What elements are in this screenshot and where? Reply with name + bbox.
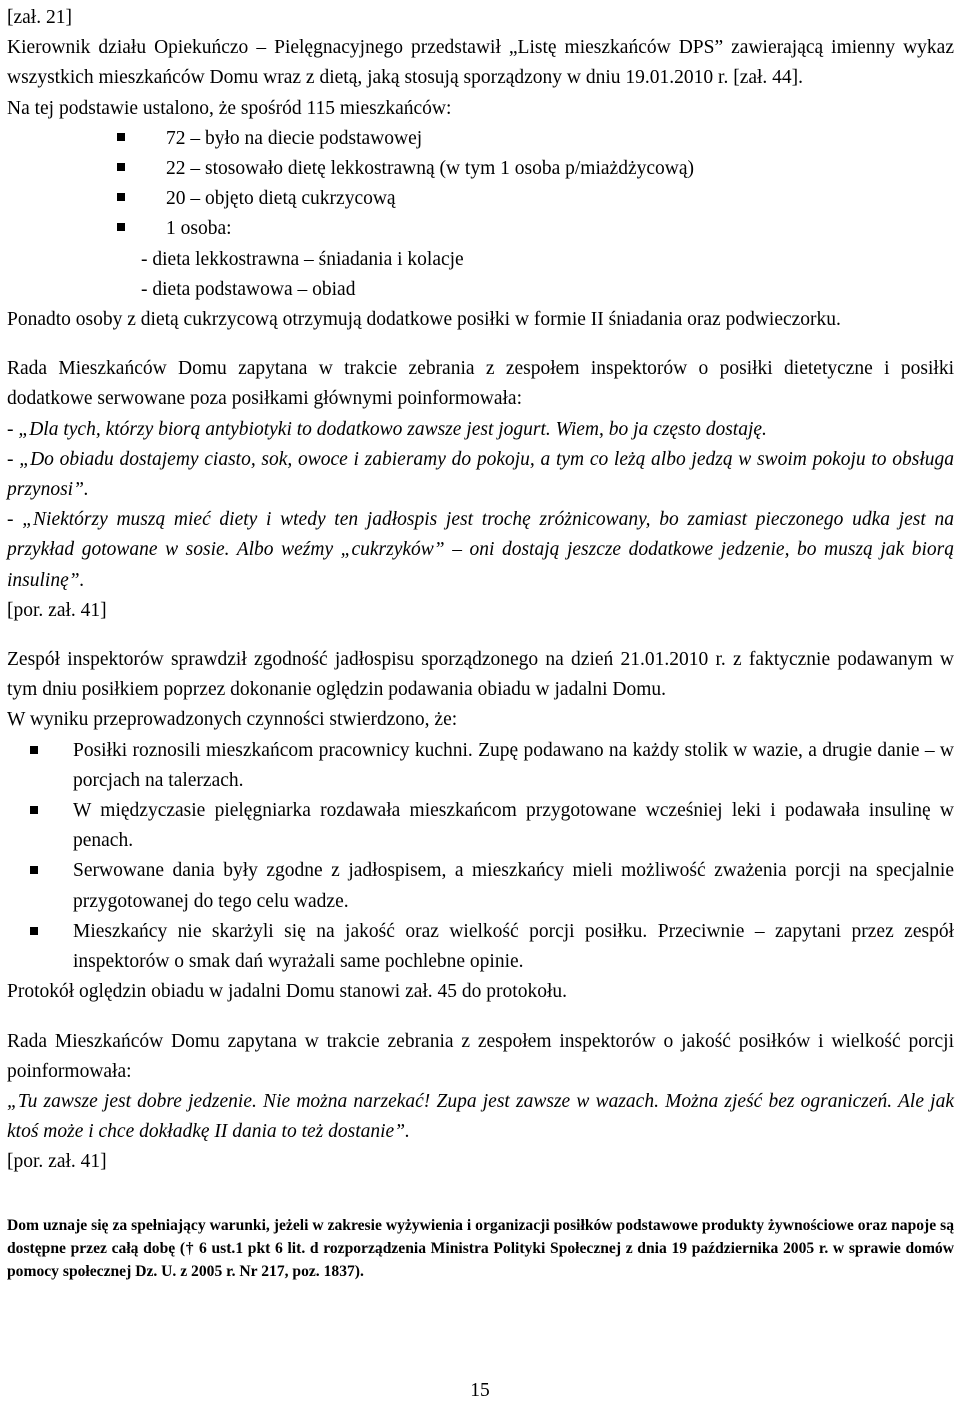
resident-quote: - „Dla tych, którzy biorą antybiotyki to dodatkowo zawsze jest jogurt. Wiem, bo ja często dostaję. bbox=[7, 418, 767, 440]
list-item: W międzyczasie pielęgniarka rozdawała mieszkańcom przygotowane wcześniej leki i podawała insulinę w penach. bbox=[7, 796, 954, 856]
square-bullet-icon bbox=[30, 927, 38, 935]
attachment-ref-41: [por. zał. 41] bbox=[7, 599, 107, 621]
findings-bullet-list bbox=[7, 736, 954, 978]
sub-item: - dieta podstawowa – obiad bbox=[141, 278, 356, 300]
list-item: Mieszkańcy nie skarżyli się na jakość oraz wielkość porcji posiłku. Przeciwnie – zapytani przez zespół inspektorów o smak dań wyrażali same pochlebne opinie. bbox=[7, 917, 954, 977]
resident-quote: „Tu zawsze jest dobre jedzenie. Nie można narzekać! Zupa jest zawsze w wazach. Można zjeść bez ograniczeń. Ale jak ktoś może i chce dokładkę II dania to też dostanie”. bbox=[7, 1090, 954, 1143]
quality-question-intro: Rada Mieszkańców Domu zapytana w trakcie zebrania z zespołem inspektorów o jakość posiłków i wielkość porcji poinformowała: bbox=[7, 1030, 954, 1082]
menu-check-intro: Zespół inspektorów sprawdził zgodność jadłospisu sporządzonego na dzień 21.01.2010 r. z faktycznie podawanym w tym dniu posiłkiem poprzez dokonanie oględzin podawania obiadu w jadalni Domu. bbox=[7, 649, 954, 701]
list-item: Posiłki roznosili mieszkańcom pracownicy kuchni. Zupę podawano na każdy stolik w wazie, a drugie danie – w porcjach na talerzach. bbox=[7, 736, 954, 796]
list-item: 20 – objęto dietą cukrzycową bbox=[7, 184, 954, 214]
square-bullet-icon bbox=[30, 746, 38, 754]
square-bullet-icon bbox=[117, 163, 125, 171]
sub-item: - dieta lekkostrawna – śniadania i kolacje bbox=[141, 248, 464, 270]
list-item: 72 – było na diecie podstawowej bbox=[7, 124, 954, 154]
square-bullet-icon bbox=[30, 806, 38, 814]
list-item: 22 – stosowało dietę lekkostrawną (w tym 1 osoba p/miażdżycową) bbox=[7, 154, 954, 184]
legal-conclusion: Dom uznaje się za spełniający warunki, jeżeli w zakresie wyżywienia i organizacji posiłków podstawowe produkty żywnościowe oraz napoje są dostępne przez całą dobę († 6 ust.1 pkt 6 lit. d rozporządzenia Ministra Polityki Społecznej z dnia 19 października 2005 r. w sprawie domów pomocy społecznej Dz. U. z 2005 r. Nr 217, poz. 1837). bbox=[7, 1216, 954, 1280]
resident-quote: - „Niektórzy muszą mieć diety i wtedy ten jadłospis jest trochę zróżnicowany, bo zamiast pieczonego udka jest na przykład gotowane w sosie. Albo weźmy „cukrzyków” – oni dostają jeszcze dodatkowe jedzenie, bo muszą jak biorą insulinę”. bbox=[7, 509, 954, 591]
attachment-ref-21: [zał. 21] bbox=[7, 7, 72, 28]
diabetic-extra-meals: Ponadto osoby z dietą cukrzycową otrzymują dodatkowe posiłki w formie II śniadania oraz podwieczorku. bbox=[7, 309, 841, 331]
list-item: Serwowane dania były zgodne z jadłospisem, a mieszkańcy mieli możliwość zważenia porcji na specjalnie przygotowanej do tego celu wadze. bbox=[7, 856, 954, 916]
document-body bbox=[7, 3, 954, 1283]
square-bullet-icon bbox=[117, 133, 125, 141]
residents-council-intro: Rada Mieszkańców Domu zapytana w trakcie zebrania z zespołem inspektorów o posiłki dietetyczne i posiłki dodatkowe serwowane poza posiłkami głównymi poinformowała: bbox=[7, 358, 954, 410]
diet-list-intro: Kierownik działu Opiekuńczo – Pielęgnacyjnego przedstawił „Listę mieszkańców DPS” zawierającą imienny wykaz wszystkich mieszkańców Domu wraz z dietą, jaką stosują sporządzony w dniu 19.01.2010 r. [zał. 44]. bbox=[7, 37, 954, 89]
findings-lead: W wyniku przeprowadzonych czynności stwierdzono, że: bbox=[7, 709, 458, 731]
diet-bullet-list bbox=[7, 124, 954, 245]
diet-summary-lead: Na tej podstawie ustalono, że spośród 115 mieszkańców: bbox=[7, 97, 452, 119]
square-bullet-icon bbox=[30, 866, 38, 874]
inspection-protocol-note: Protokół oględzin obiadu w jadalni Domu stanowi zał. 45 do protokołu. bbox=[7, 981, 568, 1003]
attachment-ref-41: [por. zał. 41] bbox=[7, 1151, 107, 1173]
list-item: 1 osoba: bbox=[7, 214, 954, 244]
square-bullet-icon bbox=[117, 193, 125, 201]
square-bullet-icon bbox=[117, 223, 125, 231]
page-number: 15 bbox=[470, 1380, 490, 1401]
resident-quote: - „Do obiadu dostajemy ciasto, sok, owoce i zabieramy do pokoju, a tym co leżą albo jedzą w swoim pokoju to obsługa przynosi”. bbox=[7, 448, 954, 501]
